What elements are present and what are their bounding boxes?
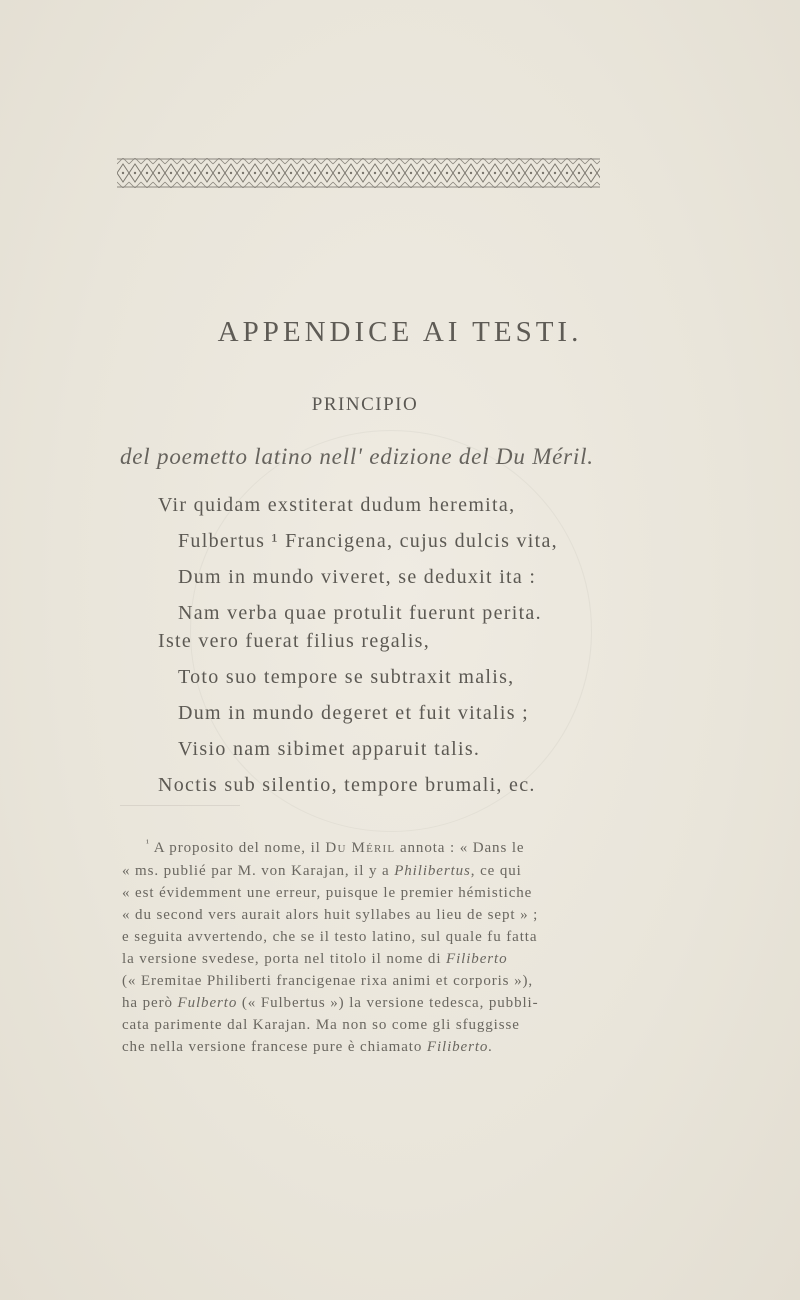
verse-line-7: Dum in mundo degeret et fuit vitalis ;	[178, 702, 530, 724]
footnote-fulberto: Fulberto	[177, 995, 238, 1011]
subtitle: del poemetto latino nell' edizione del Du Méril.	[120, 444, 594, 469]
footnote-line-10	[122, 1040, 493, 1055]
verse-line-4: Nam verba quae protulit fuerunt perita.	[178, 602, 542, 624]
footnote-line-2-a: « ms. publié par M. von Karajan, il y a	[122, 863, 390, 879]
footnote-marker: ¹	[146, 838, 150, 849]
footnote-philibertus: Philibertus	[394, 863, 471, 879]
footnote-line-4: « du second vers aurait alors huit syllabes au lieu de sept » ;	[122, 907, 539, 923]
decorative-band-svg	[117, 158, 600, 188]
verse-line-2: Fulbertus ¹ Francigena, cujus dulcis vita,	[178, 530, 558, 552]
footnote-line-1	[146, 838, 525, 856]
footnote-line-3: « est évidemment une erreur, puisque le premier hémistiche	[122, 885, 533, 901]
footnote-filiberto-2: Filiberto.	[426, 1039, 493, 1055]
footnote-line-5: e seguita avvertendo, che se il testo latino, sul quale fu fatta	[122, 929, 538, 945]
page-title: APPENDICE AI TESTI.	[217, 316, 583, 348]
footnote-line-10-a: che nella versione francese pure è chiamato	[122, 1039, 423, 1055]
footnote-line-2	[122, 864, 522, 879]
footnote-line-6-a: la versione svedese, porta nel titolo il nome di	[122, 951, 442, 967]
verse-line-5: Iste vero fuerat filius regalis,	[158, 630, 431, 652]
footnote-line-9: cata parimente dal Karajan. Ma non so come gli sfuggisse	[122, 1017, 520, 1033]
verse-line-6: Toto suo tempore se subtraxit malis,	[178, 666, 515, 688]
decorative-header-band	[117, 158, 600, 188]
verse-line-1: Vir quidam exstiterat dudum heremita,	[158, 494, 516, 516]
footnote-line-1-b: annota : « Dans le	[399, 840, 525, 856]
verse-line-closing: Noctis sub silentio, tempore brumali, ec.	[158, 774, 536, 796]
section-title: PRINCIPIO	[311, 394, 419, 415]
footnote-line-7: (« Eremitae Philiberti francigenae rixa animi et corporis »),	[122, 973, 534, 989]
verse-line-3: Dum in mundo viveret, se deduxit ita :	[178, 566, 537, 588]
footnote-line-8	[122, 996, 539, 1011]
footnote-line-8-a: ha però	[122, 995, 173, 1011]
footnote-line-2-b: , ce qui	[470, 863, 522, 879]
footnote-line-1-a: A proposito del nome, il	[153, 840, 321, 856]
footnote-line-8-b: (« Fulbertus ») la versione tedesca, pubbli-	[241, 995, 539, 1011]
verse-line-8: Visio nam sibimet apparuit talis.	[178, 738, 481, 760]
footnote-line-6	[122, 952, 507, 967]
footnote-divider	[120, 805, 240, 806]
footnote-author-name: Du Méril	[325, 840, 396, 856]
footnote-filiberto-1: Filiberto	[446, 951, 508, 967]
